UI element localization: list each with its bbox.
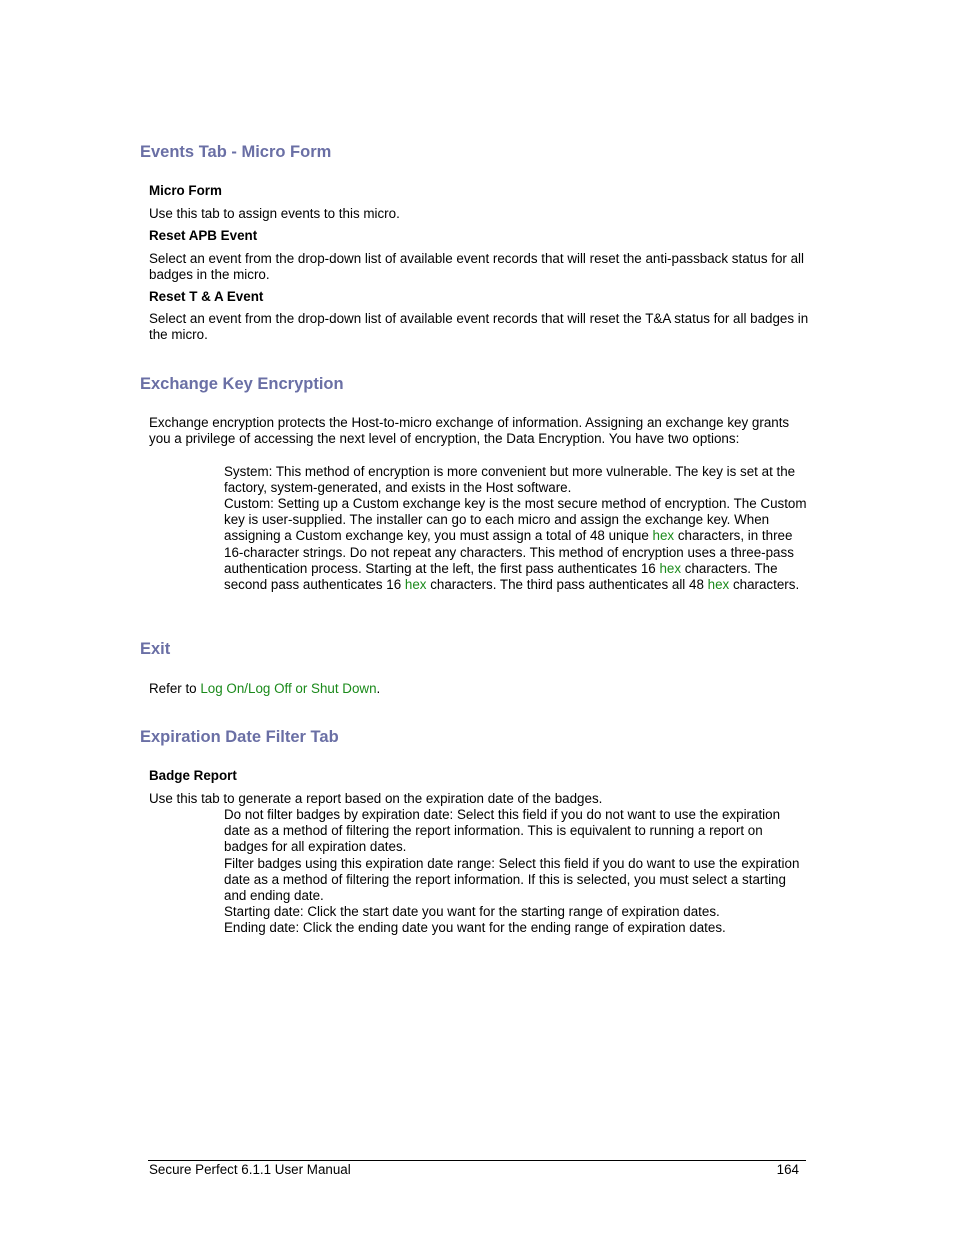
option-custom (224, 496, 809, 593)
paragraph-exit (149, 681, 809, 697)
hex-link[interactable]: hex (404, 577, 427, 593)
paragraph-micro-form: Use this tab to assign events to this micro. (149, 206, 400, 221)
subheading-reset-apb-event: Reset APB Event (149, 228, 258, 243)
hex-link[interactable]: hex (707, 577, 730, 593)
option-no-filter: Do not filter badges by expiration date: Select this field if you do not want to use the expiration date as a method of filtering the report information. This is equivalent to running a report on badges for all expiration dates. (224, 807, 781, 855)
custom-text-2: characters, in three 16-character strings. Do not repeat any characters. This method of encryption uses a three-pass authentication process. Starting at the left, the first pass authenticates 16 (224, 528, 794, 576)
footer-page-number: 164 (776, 1162, 799, 1177)
section-heading-events-tab: Events Tab - Micro Form (140, 143, 332, 161)
hex-link[interactable]: hex (659, 560, 682, 576)
option-system: System: This method of encryption is more convenient but more vulnerable. The key is set at the factory, system-generated, and exists in the Host software. (224, 464, 796, 496)
custom-text-5: characters. (729, 577, 800, 593)
subheading-badge-report: Badge Report (149, 768, 237, 783)
exit-suffix: . (376, 681, 381, 696)
paragraph-expiration-intro: Use this tab to generate a report based on the expiration date of the badges. (149, 791, 603, 806)
log-on-off-shut-down-link[interactable]: Log On/Log Off or Shut Down (200, 681, 377, 696)
paragraph-reset-apb-event: Select an event from the drop-down list of available event records that will reset the anti-passback status for all badges in the micro. (149, 251, 804, 283)
option-starting-date: Starting date: Click the start date you want for the starting range of expiration dates. (224, 904, 720, 919)
custom-text-4: characters. The third pass authenticates all 48 (426, 577, 708, 593)
custom-text-1: Custom: Setting up a Custom exchange key is the most secure method of encryption. The Custom key is user-supplied. The installer can go to each micro and assign the exchange key. When assigning a Custom exchange key, you must assign a total of 48 unique (224, 496, 807, 544)
paragraph-reset-ta-event: Select an event from the drop-down list of available event records that will reset the T&A status for all badges in the micro. (149, 311, 809, 343)
option-filter-range: Filter badges using this expiration date range: Select this field if you do want to use the expiration date as a method of filtering the report information. If this is selected, you must select a starting and ending date. (224, 856, 800, 904)
section-heading-exchange-key-encryption: Exchange Key Encryption (140, 375, 344, 393)
exit-prefix: Refer to (149, 681, 201, 696)
subheading-micro-form: Micro Form (149, 183, 222, 198)
hex-link[interactable]: hex (652, 528, 675, 544)
footer-manual-title: Secure Perfect 6.1.1 User Manual (149, 1162, 351, 1177)
custom-text-3: characters. The second pass authenticates 16 (224, 560, 778, 593)
option-ending-date: Ending date: Click the ending date you want for the ending range of expiration dates. (224, 920, 726, 935)
footer-divider (148, 1160, 806, 1161)
section-heading-expiration-date-filter-tab: Expiration Date Filter Tab (140, 728, 339, 746)
paragraph-exchange-intro: Exchange encryption protects the Host-to-micro exchange of information. Assigning an exchange key grants you a privilege of accessing the next level of encryption, the Data Encryption. You have two options: (149, 415, 790, 447)
subheading-reset-ta-event: Reset T & A Event (149, 289, 264, 304)
section-heading-exit: Exit (140, 640, 171, 658)
